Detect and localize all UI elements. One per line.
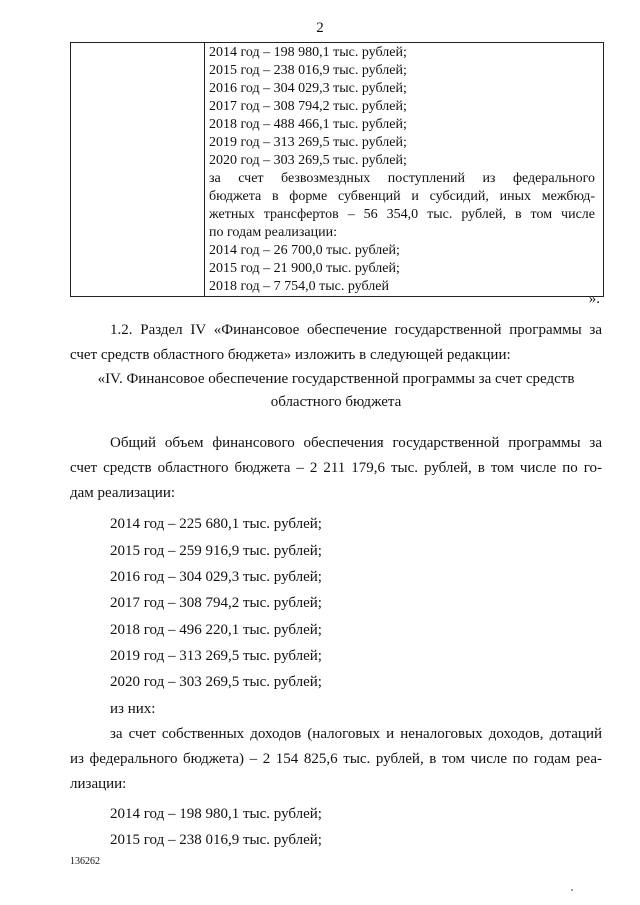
total-financing-paragraph (70, 431, 602, 506)
table-line: 2014 год – 26 700,0 тыс. рублей; (209, 243, 400, 258)
year-line: 2015 год – 238 016,9 тыс. рублей; (110, 832, 322, 848)
of-them-label: из них: (110, 701, 156, 717)
table-line: 2018 год – 7 754,0 тыс. рублей (209, 279, 389, 294)
table-line: 2020 год – 303 269,5 тыс. рублей; (209, 153, 407, 168)
paragraph-line: счет средств областного бюджета» изложить в следующей редакции: (70, 347, 511, 363)
year-line: 2014 год – 225 680,1 тыс. рублей; (110, 516, 322, 532)
table-line: 2015 год – 238 016,9 тыс. рублей; (209, 63, 407, 78)
table-line: бюджета в форме субвенций и субсидий, иных межбюд- (209, 189, 595, 204)
scan-speck (571, 889, 573, 891)
paragraph-line: лизации: (70, 776, 127, 792)
section-heading (70, 368, 602, 414)
paragraph-line: счет средств областного бюджета – 2 211 179,6 тыс. рублей, в том числе по го- (70, 460, 602, 476)
table-line: 2016 год – 304 029,3 тыс. рублей; (209, 81, 407, 96)
table-row (71, 43, 604, 297)
financing-table (70, 42, 604, 297)
year-line: 2017 год – 308 794,2 тыс. рублей; (110, 595, 322, 611)
paragraph-line: Общий объем финансового обеспечения государственной программы за (110, 435, 602, 451)
year-line: 2015 год – 259 916,9 тыс. рублей; (110, 543, 322, 559)
paragraph-line: за счет собственных доходов (налоговых и неналоговых доходов, дотаций (110, 726, 602, 742)
empty-left-cell (71, 43, 205, 297)
own-income-paragraph (70, 722, 602, 797)
document-code: 136262 (70, 856, 100, 867)
paragraph-line: дам реализации: (70, 485, 176, 501)
paragraph-line: 1.2. Раздел IV «Финансовое обеспечение государственной программы за (110, 322, 602, 338)
year-line: 2014 год – 198 980,1 тыс. рублей; (110, 806, 322, 822)
year-line: 2020 год – 303 269,5 тыс. рублей; (110, 674, 322, 690)
table-line: 2019 год – 313 269,5 тыс. рублей; (209, 135, 407, 150)
heading-line: областного бюджета (270, 394, 402, 410)
closing-quote: ». (588, 291, 600, 307)
table-line: жетных трансфертов – 56 354,0 тыс. рублей, в том числе (209, 207, 595, 222)
financing-details-cell (205, 43, 604, 297)
table-line: 2017 год – 308 794,2 тыс. рублей; (209, 99, 407, 114)
table-line: 2015 год – 21 900,0 тыс. рублей; (209, 261, 400, 276)
section-amendment-paragraph (70, 318, 602, 368)
paragraph-line: из федерального бюджета) – 2 154 825,6 тыс. рублей, в том числе по годам реа- (70, 751, 602, 767)
year-line: 2016 год – 304 029,3 тыс. рублей; (110, 569, 322, 585)
table-line: 2014 год – 198 980,1 тыс. рублей; (209, 45, 407, 60)
year-line: 2018 год – 496 220,1 тыс. рублей; (110, 622, 322, 638)
year-line: 2019 год – 313 269,5 тыс. рублей; (110, 648, 322, 664)
table-line: по годам реализации: (209, 225, 337, 240)
table-line: за счет безвозмездных поступлений из федерального (209, 171, 595, 186)
heading-line: «IV. Финансовое обеспечение государственной программы за счет средств (97, 371, 575, 387)
page-number: 2 (316, 20, 324, 36)
table-line: 2018 год – 488 466,1 тыс. рублей; (209, 117, 407, 132)
